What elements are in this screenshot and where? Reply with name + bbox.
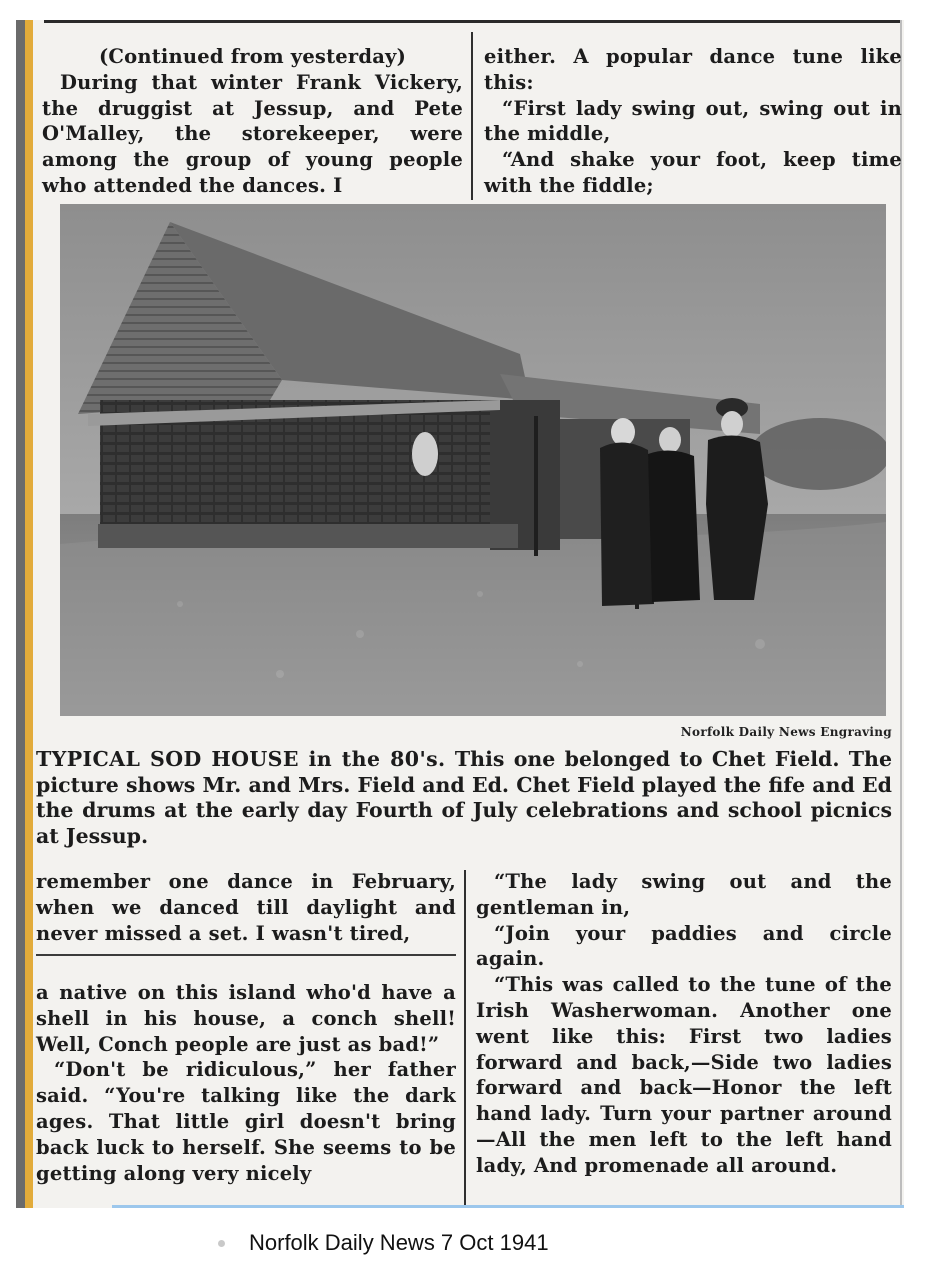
- photo-credit: Norfolk Daily News Engraving: [680, 725, 892, 739]
- paragraph: (Continued from yesterday): [98, 45, 407, 68]
- source-note-text: Norfolk Daily News 7 Oct 1941: [249, 1230, 549, 1255]
- top-column-rule: [44, 20, 900, 23]
- sod-house-image: [60, 204, 886, 716]
- paragraph: “Join your paddies and circle again.: [476, 921, 892, 971]
- article-column-bottom-right: [476, 869, 892, 1179]
- clipping-bottom-edge: [112, 1205, 904, 1208]
- paragraph: During that winter Frank Vickery, the druggist at Jessup, and Pete O'Malley, the storekeeper, were among the group of young people who attended the dances. I: [42, 70, 463, 197]
- caption-lead: TYPICAL SOD HOUSE in the 80's.: [36, 747, 446, 771]
- column-divider-bottom: [464, 870, 466, 1208]
- article-column-top-left: [42, 44, 463, 199]
- source-note: [218, 1230, 549, 1256]
- article-column-bottom-left-upper: [36, 869, 456, 946]
- paragraph: a native on this island who'd have a shell in his house, a conch shell! Well, Conch people are just as bad!”: [36, 981, 456, 1056]
- paragraph: “Don't be ridiculous,” her father said. “You're talking like the dark ages. That little girl doesn't bring back luck to herself. She seems to be getting along very nicely: [36, 1058, 456, 1185]
- sod-house-photo: [60, 204, 886, 716]
- paragraph: “And shake your foot, keep time with the fiddle;: [484, 148, 902, 197]
- paragraph: remember one dance in February, when we danced till daylight and never missed a set. I wasn't tired,: [36, 870, 456, 945]
- caption-body: This one belonged to Chet Field. The picture shows Mr. and Mrs. Field and Ed. Chet Field played the fife and Ed the drums at the early day Fourth of July celebrations and school picnics at Jessup.: [36, 747, 892, 848]
- clipping-left-border: [16, 20, 25, 1208]
- newspaper-clipping: [16, 20, 904, 1208]
- clipping-gold-border: [25, 20, 33, 1208]
- article-separator: [36, 954, 456, 956]
- paragraph: “This was called to the tune of the Irish Washerwoman. Another one went like this: First two ladies forward and back,—Side two ladies forward and back—Honor the left hand lady. Turn your partner around—All the men left to the left hand lady, And promenade all around.: [476, 973, 892, 1177]
- paragraph: “The lady swing out and the gentleman in,: [476, 870, 892, 919]
- article-column-bottom-left-lower: [36, 980, 456, 1186]
- bullet-icon: [218, 1240, 225, 1247]
- photo-caption: [36, 747, 892, 849]
- column-divider-top: [471, 32, 473, 200]
- paragraph: “First lady swing out, swing out in the middle,: [484, 96, 902, 146]
- paragraph: either. A popular dance tune like this:: [484, 45, 902, 94]
- article-column-top-right: [484, 44, 902, 199]
